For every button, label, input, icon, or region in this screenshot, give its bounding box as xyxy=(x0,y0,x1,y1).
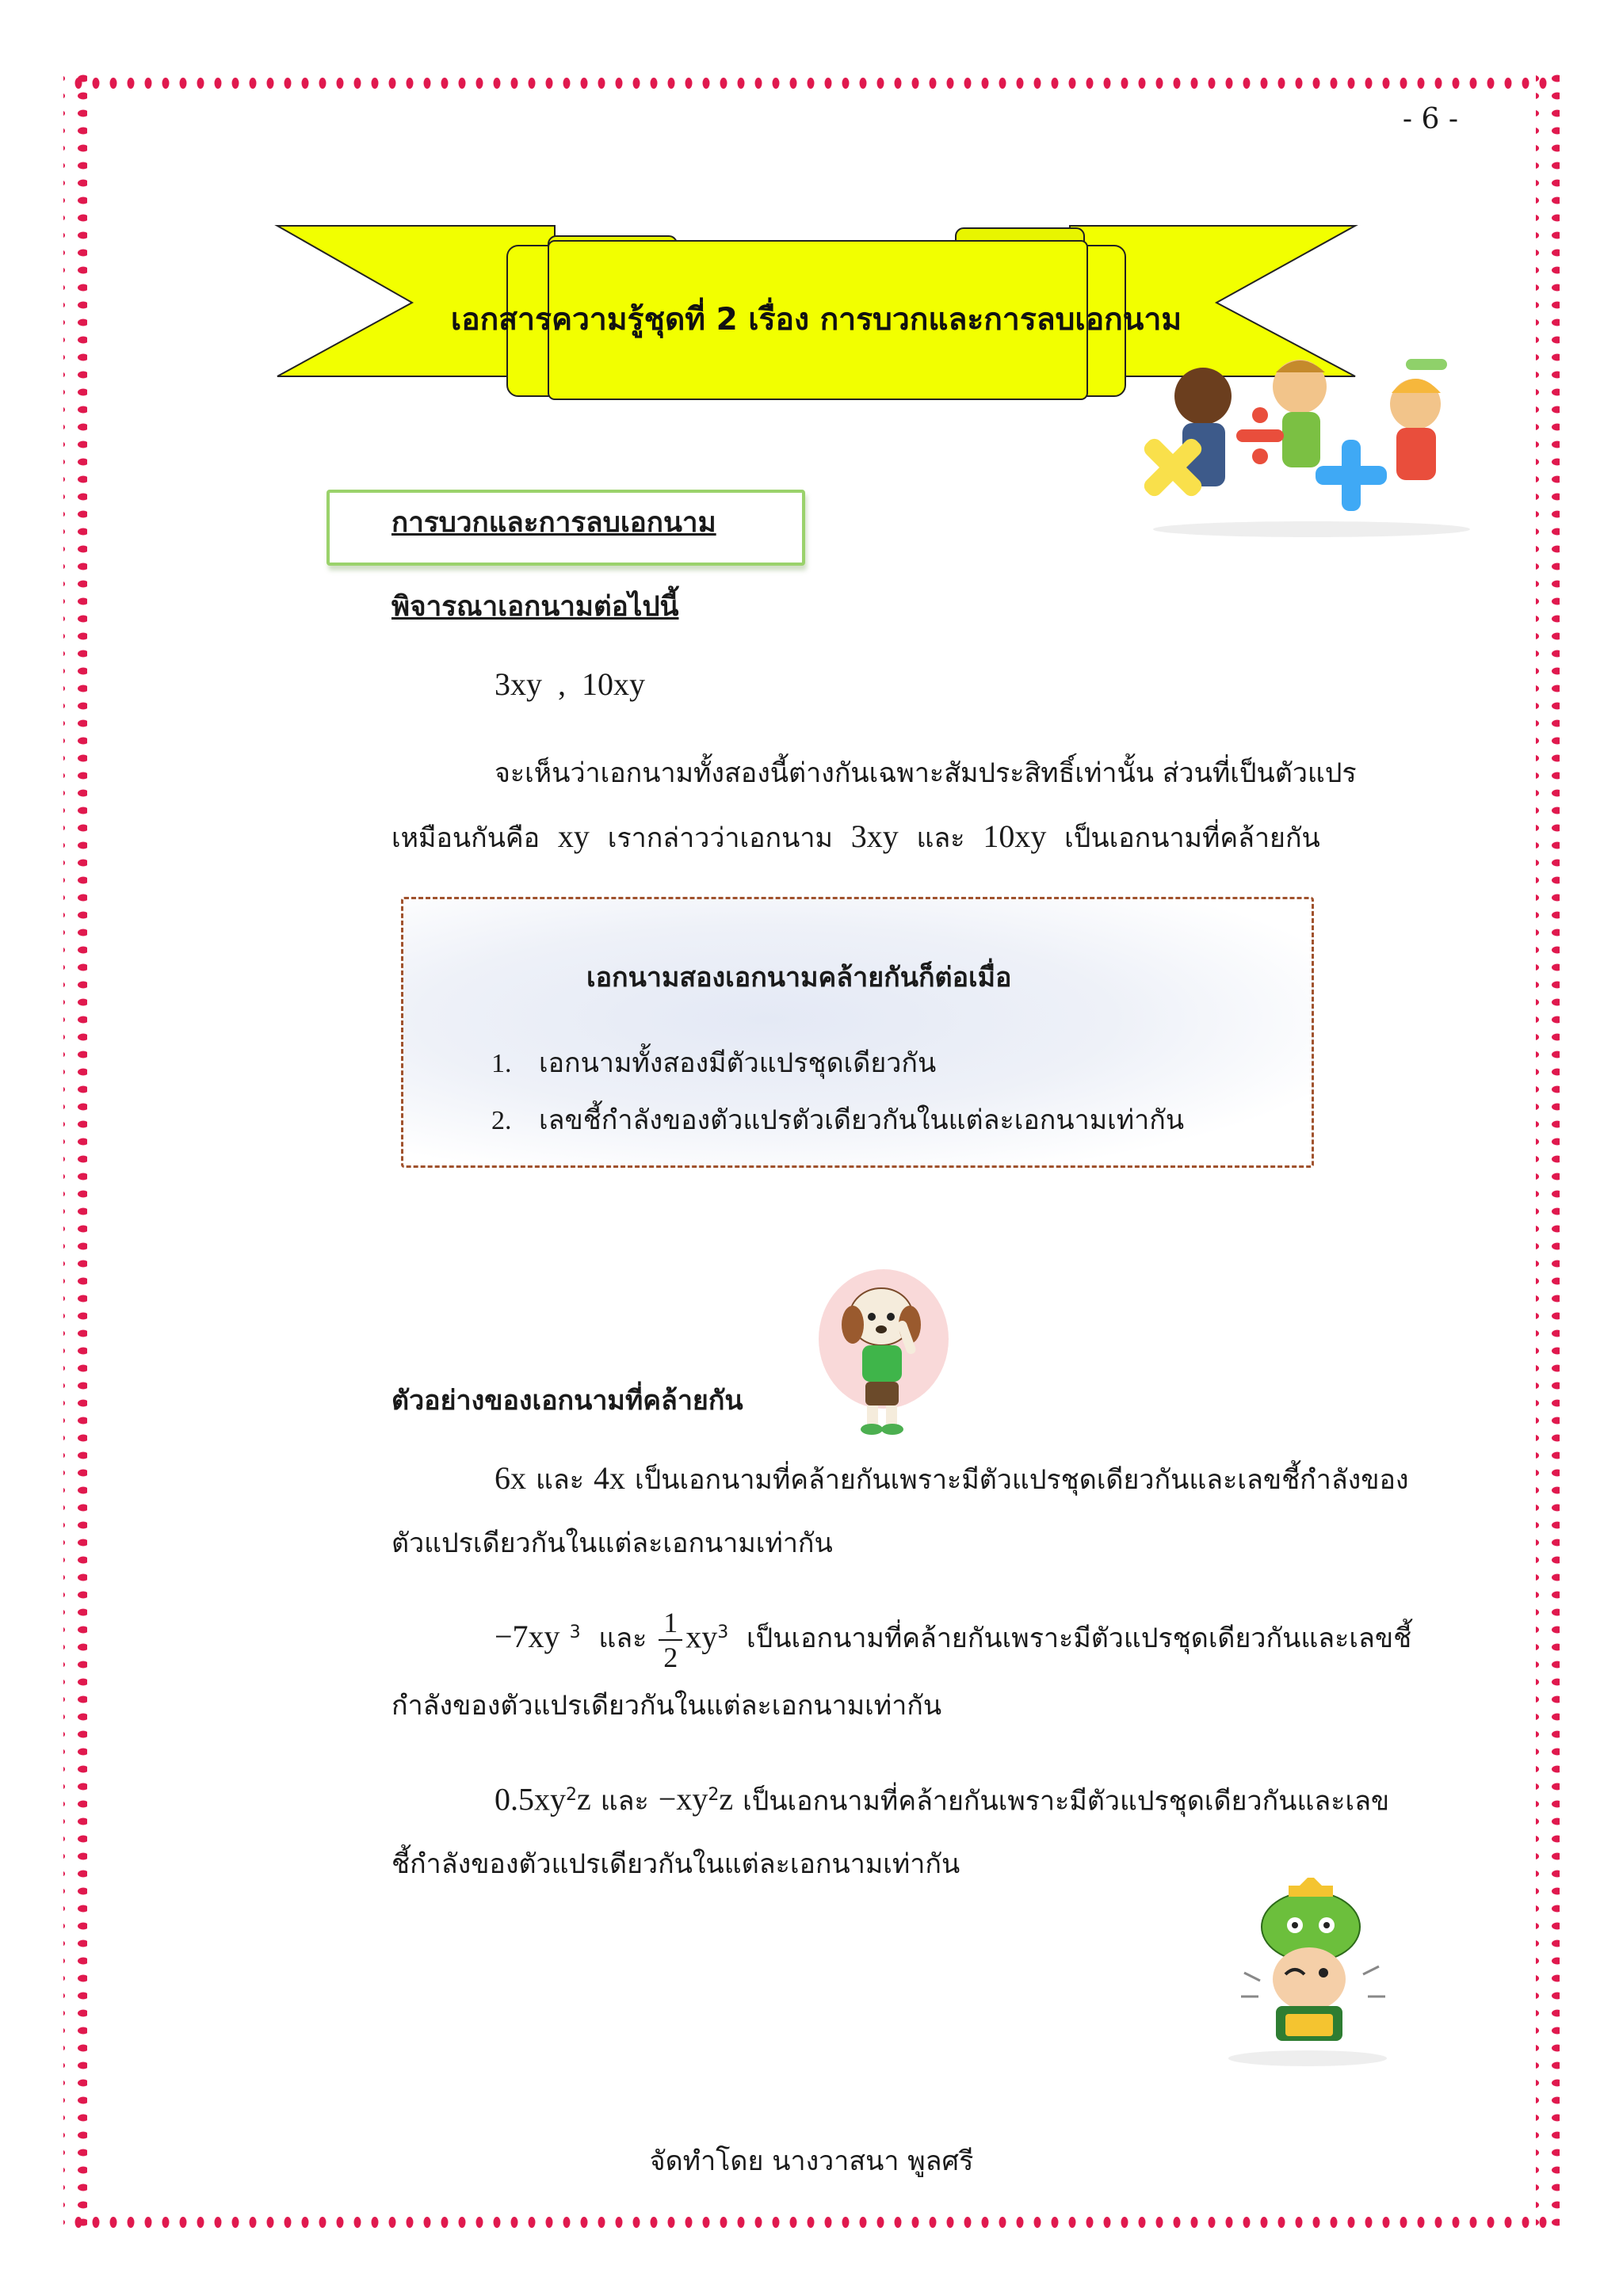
paragraph-text: และ xyxy=(916,822,965,854)
exponent: 2 xyxy=(566,1785,577,1805)
example-text: เป็นเอกนามที่คล้ายกันเพราะมีตัวแปรชุดเดียวกันและเลขชี้ xyxy=(747,1623,1412,1655)
boy-cartoon xyxy=(1212,1878,1403,2068)
consider-heading: พิจารณาเอกนามต่อไปนี้ xyxy=(391,591,679,623)
definition-title: เอกนามสองเอกนามคล้ายกันก็ต่อเมื่อ xyxy=(586,962,1012,994)
example-2 xyxy=(391,1597,1422,1737)
math-term: 0.5xy xyxy=(495,1781,566,1817)
example-text: ชี้กำลังของตัวแปรเดียวกันในแต่ละเอกนามเท่ากัน xyxy=(391,1848,960,1881)
math-term: −7xy xyxy=(495,1619,560,1655)
banner-title: เอกสารความรู้ชุดที่ 2 เรื่อง การบวกและการลบเอกนาม xyxy=(450,302,1182,338)
paragraph-text: เหมือนกันคือ xyxy=(391,822,540,854)
definition-item xyxy=(491,1041,936,1084)
math-term: 3xy xyxy=(850,818,899,854)
monomials-example: 3xy , 10xy xyxy=(495,666,645,702)
example-text: และ xyxy=(598,1623,647,1655)
example-text: เป็นเอกนามที่คล้ายกันเพราะมีตัวแปรชุดเดียวกันและเลข xyxy=(743,1785,1390,1817)
item-text: เลขชี้กำลังของตัวแปรตัวเดียวกันในแต่ละเอกนามเท่ากัน xyxy=(539,1104,1185,1136)
math-term: 6x xyxy=(495,1460,526,1496)
math-term: xy xyxy=(557,818,590,854)
math-term: 4x xyxy=(594,1460,626,1496)
exponent: 3 xyxy=(717,1623,729,1642)
fraction-numerator: 1 xyxy=(659,1606,682,1641)
fraction-one-half xyxy=(659,1606,682,1674)
paragraph-text: เรากล่าวว่าเอกนาม xyxy=(607,822,833,854)
paragraph-text: เป็นเอกนามที่คล้ายกัน xyxy=(1064,822,1320,854)
puppy-cartoon xyxy=(816,1268,951,1442)
page-number: - 6 - xyxy=(1402,103,1458,135)
math-term: z xyxy=(577,1781,591,1817)
example-text: และ xyxy=(600,1785,649,1817)
item-text: เอกนามทั้งสองมีตัวแปรชุดเดียวกัน xyxy=(539,1047,937,1079)
definition-item xyxy=(491,1098,1184,1141)
item-number: 1. xyxy=(491,1049,512,1078)
item-number: 2. xyxy=(491,1106,512,1135)
exponent: 3 xyxy=(569,1623,581,1642)
kids-math-illustration xyxy=(1141,349,1482,539)
math-term: z xyxy=(719,1781,734,1817)
math-term: xy xyxy=(685,1619,718,1655)
exponent: 2 xyxy=(708,1785,720,1805)
explanation-paragraph xyxy=(391,742,1422,870)
examples-heading: ตัวอย่างของเอกนามที่คล้ายกัน xyxy=(391,1385,743,1417)
example-text: เป็นเอกนามที่คล้ายกันเพราะมีตัวแปรชุดเดียวกันและเลขชี้กำลังของ xyxy=(635,1464,1409,1496)
example-text: กำลังของตัวแปรเดียวกันในแต่ละเอกนามเท่ากัน xyxy=(391,1690,942,1722)
paragraph-line: จะเห็นว่าเอกนามทั้งสองนี้ต่างกันเฉพาะสัมประสิทธิ์เท่านั้น ส่วนที่เป็นตัวแปร xyxy=(495,757,1357,789)
example-text: และ xyxy=(536,1464,585,1496)
math-term: −xy xyxy=(658,1781,708,1817)
example-3 xyxy=(391,1764,1422,1896)
math-term: 10xy xyxy=(983,818,1047,854)
example-1 xyxy=(391,1447,1422,1575)
fraction-denominator: 2 xyxy=(663,1641,678,1673)
example-text: ตัวแปรเดียวกันในแต่ละเอกนามเท่ากัน xyxy=(391,1527,833,1559)
section-heading: การบวกและการลบเอกนาม xyxy=(391,507,716,539)
author-footer: จัดทำโดย นางวาสนา พูลศรี xyxy=(649,2145,974,2177)
